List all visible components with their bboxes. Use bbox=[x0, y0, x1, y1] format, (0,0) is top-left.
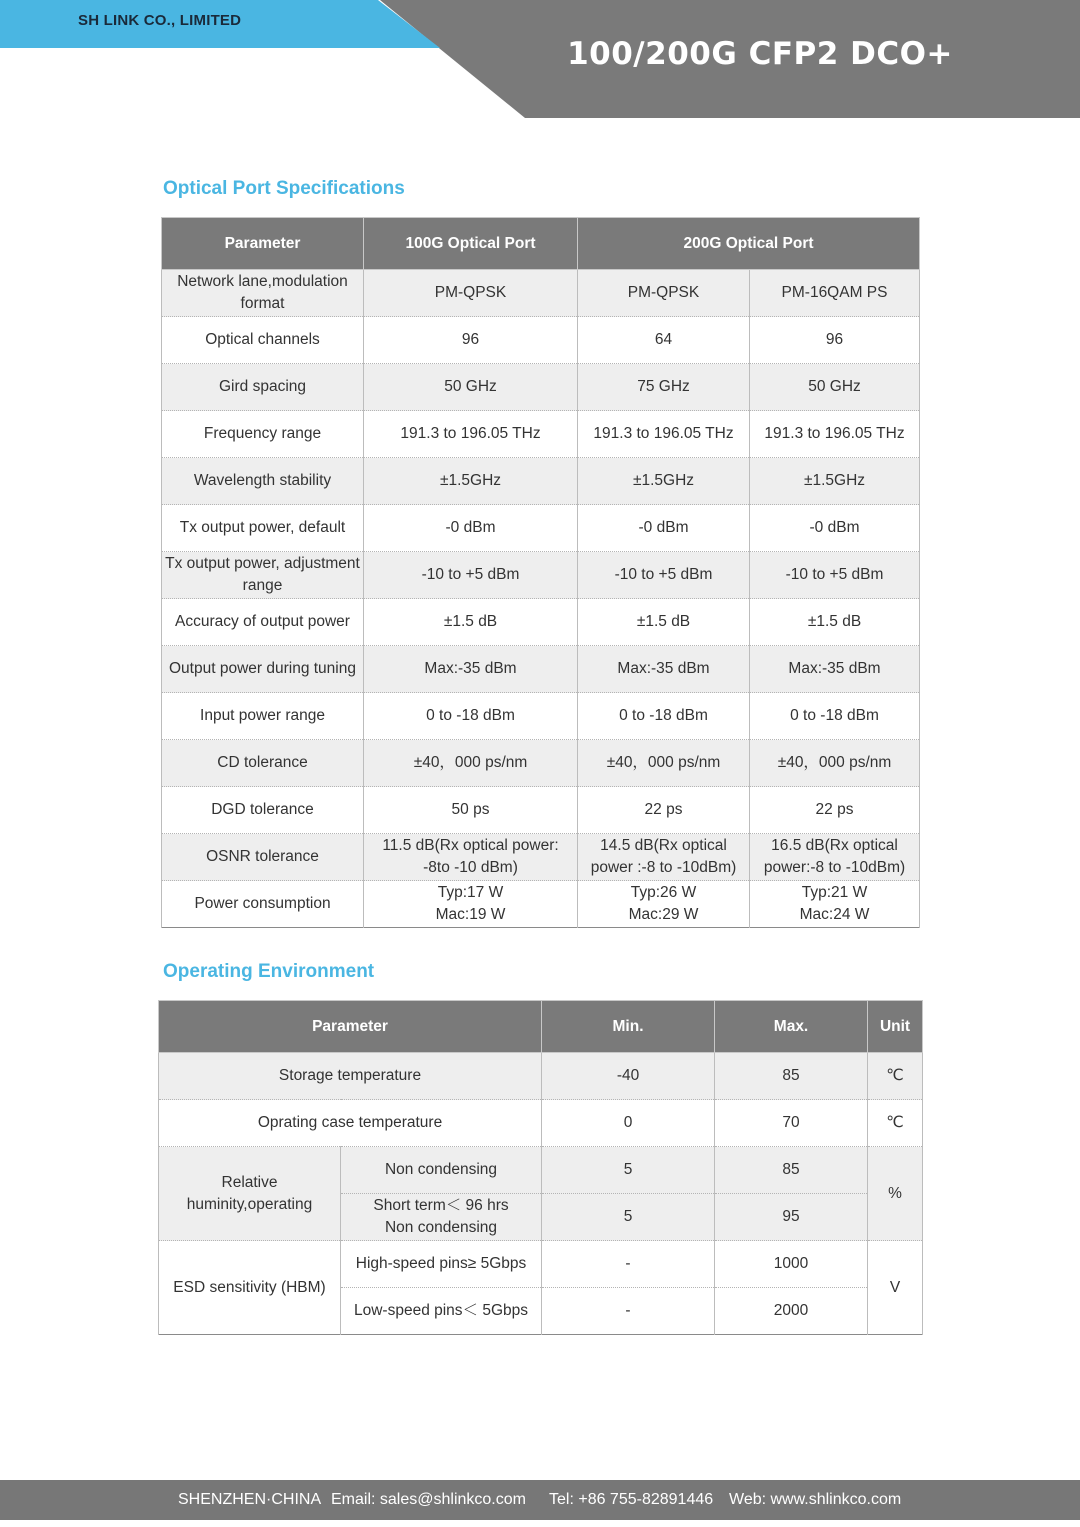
value-cell: 191.3 to 196.05 THz bbox=[750, 411, 920, 458]
value-cell: Typ:26 W Mac:29 W bbox=[578, 881, 750, 928]
environment-table bbox=[158, 1000, 923, 1335]
value-cell: Max:-35 dBm bbox=[578, 646, 750, 693]
unit-cell: V bbox=[868, 1241, 923, 1335]
value-cell: ±1.5 dB bbox=[578, 599, 750, 646]
header-max: Max. bbox=[715, 1001, 868, 1053]
max-cell: 85 bbox=[715, 1147, 868, 1194]
value-cell: -10 to +5 dBm bbox=[364, 552, 578, 599]
param-cell: Storage temperature bbox=[159, 1053, 542, 1100]
param-cell: Gird spacing bbox=[162, 364, 364, 411]
table-row bbox=[159, 1241, 923, 1288]
footer-bar bbox=[0, 1480, 1080, 1520]
table-row bbox=[159, 1100, 923, 1147]
param-cell: Output power during tuning bbox=[162, 646, 364, 693]
table-header-row bbox=[159, 1001, 923, 1053]
table-row bbox=[162, 505, 920, 552]
unit-cell: ℃ bbox=[868, 1100, 923, 1147]
company-name: SH LINK CO., LIMITED bbox=[78, 12, 242, 29]
table-row bbox=[162, 646, 920, 693]
value-cell: 16.5 dB(Rx optical power:-8 to -10dBm) bbox=[750, 834, 920, 881]
value-cell: 0 to -18 dBm bbox=[750, 693, 920, 740]
table-row bbox=[162, 834, 920, 881]
value-cell: Max:-35 dBm bbox=[364, 646, 578, 693]
min-cell: 0 bbox=[542, 1100, 715, 1147]
table-row bbox=[162, 552, 920, 599]
value-cell: PM-16QAM PS bbox=[750, 270, 920, 317]
min-cell: - bbox=[542, 1241, 715, 1288]
param-cell: Frequency range bbox=[162, 411, 364, 458]
table-row bbox=[162, 317, 920, 364]
min-cell: 5 bbox=[542, 1194, 715, 1241]
param-cell: Tx output power, default bbox=[162, 505, 364, 552]
condition-cell: Short term＜ 96 hrs Non condensing bbox=[341, 1194, 542, 1241]
value-cell: Max:-35 dBm bbox=[750, 646, 920, 693]
value-cell: 0 to -18 dBm bbox=[578, 693, 750, 740]
value-cell: 96 bbox=[364, 317, 578, 364]
condition-cell: High-speed pins≥ 5Gbps bbox=[341, 1241, 542, 1288]
footer-location: SHENZHEN·CHINA bbox=[178, 1491, 322, 1508]
value-cell: PM-QPSK bbox=[578, 270, 750, 317]
value-cell: 22 ps bbox=[750, 787, 920, 834]
param-cell: Tx output power, adjustment range bbox=[162, 552, 364, 599]
value-cell: 11.5 dB(Rx optical power: -8to -10 dBm) bbox=[364, 834, 578, 881]
value-cell: 50 ps bbox=[364, 787, 578, 834]
param-cell: DGD tolerance bbox=[162, 787, 364, 834]
table-row bbox=[162, 364, 920, 411]
value-cell: 50 GHz bbox=[364, 364, 578, 411]
param-cell: Power consumption bbox=[162, 881, 364, 928]
table-row bbox=[162, 458, 920, 505]
value-cell: PM-QPSK bbox=[364, 270, 578, 317]
value-cell: ±1.5GHz bbox=[750, 458, 920, 505]
max-cell: 70 bbox=[715, 1100, 868, 1147]
optical-section-title: Optical Port Specifications bbox=[163, 178, 405, 199]
value-cell: -0 dBm bbox=[750, 505, 920, 552]
unit-cell: % bbox=[868, 1147, 923, 1241]
param-cell: Accuracy of output power bbox=[162, 599, 364, 646]
footer-tel: Tel: +86 755-82891446 bbox=[549, 1491, 714, 1508]
min-cell: 5 bbox=[542, 1147, 715, 1194]
header-parameter: Parameter bbox=[162, 218, 364, 270]
header-unit: Unit bbox=[868, 1001, 923, 1053]
value-cell: -10 to +5 dBm bbox=[578, 552, 750, 599]
condition-cell: Low-speed pins＜ 5Gbps bbox=[341, 1288, 542, 1335]
table-row bbox=[162, 270, 920, 317]
header-min: Min. bbox=[542, 1001, 715, 1053]
param-cell: Wavelength stability bbox=[162, 458, 364, 505]
table-row bbox=[159, 1053, 923, 1100]
value-cell: 191.3 to 196.05 THz bbox=[578, 411, 750, 458]
value-cell: -0 dBm bbox=[364, 505, 578, 552]
max-cell: 95 bbox=[715, 1194, 868, 1241]
param-cell: Input power range bbox=[162, 693, 364, 740]
value-cell: -0 dBm bbox=[578, 505, 750, 552]
max-cell: 85 bbox=[715, 1053, 868, 1100]
value-cell: 191.3 to 196.05 THz bbox=[364, 411, 578, 458]
value-cell: 50 GHz bbox=[750, 364, 920, 411]
value-cell: ±40，000 ps/nm bbox=[750, 740, 920, 787]
header-100g: 100G Optical Port bbox=[364, 218, 578, 270]
table-header-row bbox=[162, 218, 920, 270]
condition-cell: Non condensing bbox=[341, 1147, 542, 1194]
value-cell: 96 bbox=[750, 317, 920, 364]
unit-cell: ℃ bbox=[868, 1053, 923, 1100]
value-cell: ±40，000 ps/nm bbox=[364, 740, 578, 787]
max-cell: 1000 bbox=[715, 1241, 868, 1288]
value-cell: ±40，000 ps/nm bbox=[578, 740, 750, 787]
table-row bbox=[162, 599, 920, 646]
footer-web[interactable]: Web: www.shlinkco.com bbox=[729, 1491, 902, 1508]
param-group-cell: Relative huminity,operating bbox=[159, 1147, 341, 1241]
value-cell: 75 GHz bbox=[578, 364, 750, 411]
param-cell: Network lane,modulation format bbox=[162, 270, 364, 317]
table-row bbox=[162, 740, 920, 787]
footer-email[interactable]: Email: sales@shlinkco.com bbox=[331, 1491, 526, 1508]
value-cell: Typ:17 W Mac:19 W bbox=[364, 881, 578, 928]
value-cell: 22 ps bbox=[578, 787, 750, 834]
optical-spec-table bbox=[161, 217, 920, 928]
param-cell: Optical channels bbox=[162, 317, 364, 364]
value-cell: 0 to -18 dBm bbox=[364, 693, 578, 740]
value-cell: 64 bbox=[578, 317, 750, 364]
table-row bbox=[162, 693, 920, 740]
table-row bbox=[162, 411, 920, 458]
value-cell: ±1.5 dB bbox=[750, 599, 920, 646]
header-parameter: Parameter bbox=[159, 1001, 542, 1053]
param-group-cell: ESD sensitivity (HBM) bbox=[159, 1241, 341, 1335]
document-title: 100/200G CFP2 DCO+ bbox=[567, 36, 953, 72]
header-200g: 200G Optical Port bbox=[578, 218, 920, 270]
table-row bbox=[159, 1147, 923, 1194]
max-cell: 2000 bbox=[715, 1288, 868, 1335]
value-cell: -10 to +5 dBm bbox=[750, 552, 920, 599]
value-cell: ±1.5GHz bbox=[364, 458, 578, 505]
min-cell: -40 bbox=[542, 1053, 715, 1100]
param-cell: Oprating case temperature bbox=[159, 1100, 542, 1147]
value-cell: Typ:21 W Mac:24 W bbox=[750, 881, 920, 928]
value-cell: ±1.5GHz bbox=[578, 458, 750, 505]
table-row bbox=[162, 787, 920, 834]
value-cell: ±1.5 dB bbox=[364, 599, 578, 646]
param-cell: OSNR tolerance bbox=[162, 834, 364, 881]
value-cell: 14.5 dB(Rx optical power :-8 to -10dBm) bbox=[578, 834, 750, 881]
environment-section-title: Operating Environment bbox=[163, 961, 375, 982]
table-row bbox=[162, 881, 920, 928]
param-cell: CD tolerance bbox=[162, 740, 364, 787]
min-cell: - bbox=[542, 1288, 715, 1335]
